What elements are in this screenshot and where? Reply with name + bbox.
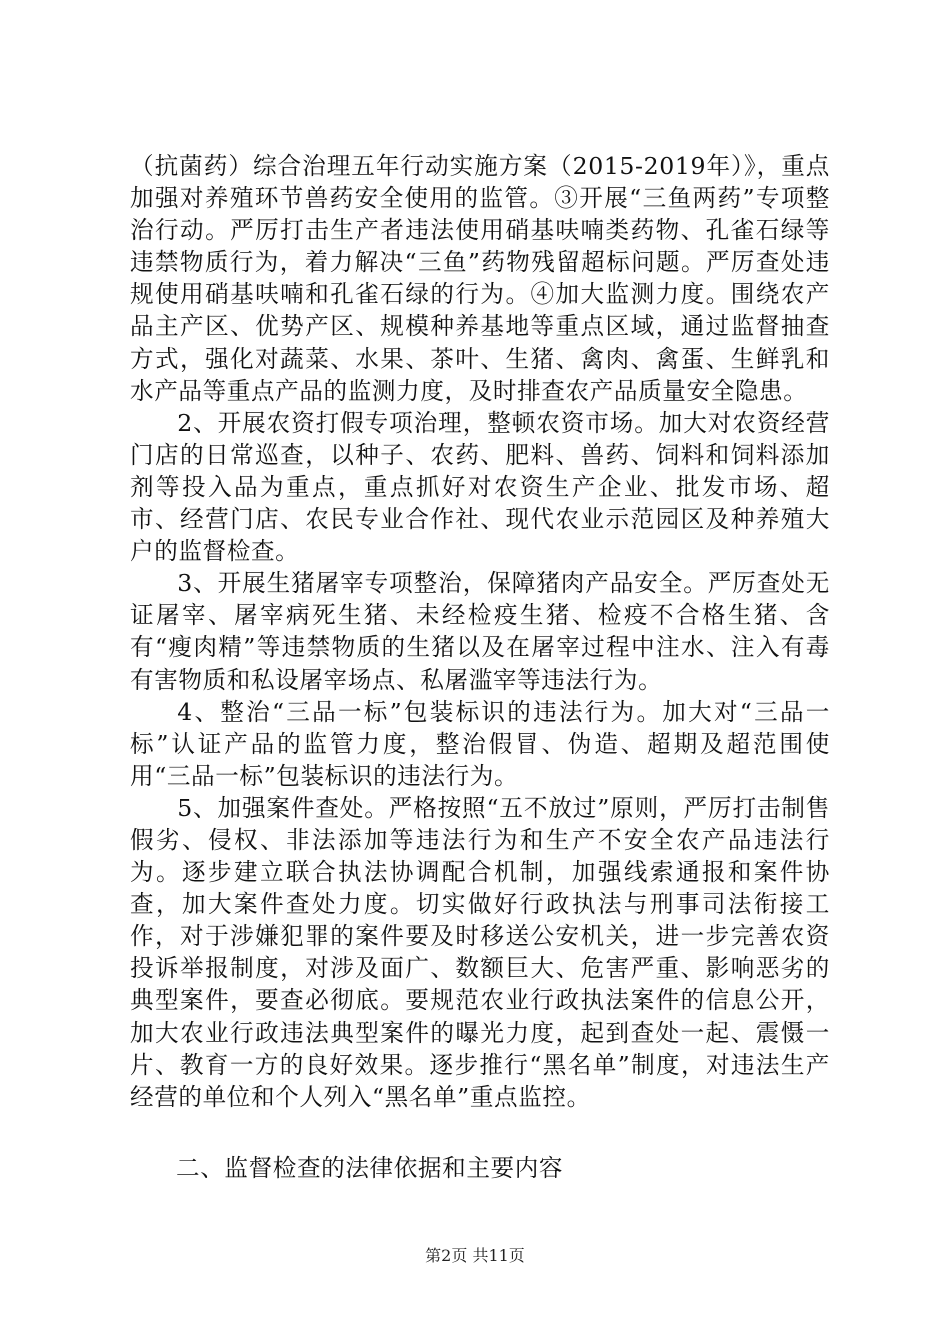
body-text xyxy=(130,150,830,1113)
paragraph-continuation: （抗菌药）综合治理五年行动实施方案（2015-2019年）》，重点加强对养殖环节兽药安全使用的监管。③开展“三鱼两药”专项整治行动。严厉打击生产者违法使用硝基呋喃类药物、孔雀石绿等违禁物质行为，着力解决“三鱼”药物残留超标问题。严厉查处违规使用硝基呋喃和孔雀石绿的行为。④加大监测力度。围绕农产品主产区、优势产区、规模种养基地等重点区域，通过监督抽查方式，强化对蔬菜、水果、茶叶、生猪、禽肉、禽蛋、生鲜乳和水产品等重点产品的监测力度，及时排查农产品质量安全隐患。 xyxy=(130,152,830,405)
paragraph-item-5: 5、加强案件查处。严格按照“五不放过”原则，严厉打击制售假劣、侵权、非法添加等违法行为和生产不安全农产品违法行为。逐步建立联合执法协调配合机制，加强线索通报和案件协查，加大案件查处力度。切实做好行政执法与刑事司法衔接工作，对于涉嫌犯罪的案件要及时移送公安机关，进一步完善农资投诉举报制度，对涉及面广、数额巨大、危害严重、影响恶劣的典型案件，要查必彻底。要规范农业行政执法案件的信息公开，加大农业行政违法典型案件的曝光力度，起到查处一起、震慑一片、教育一方的良好效果。逐步推行“黑名单”制度，对违法生产经营的单位和个人列入“黑名单”重点监控。 xyxy=(130,793,830,1111)
section-heading: 二、监督检查的法律依据和主要内容 xyxy=(176,1154,564,1182)
paragraph-item-2: 2、开展农资打假专项治理，整顿农资市场。加大对农资经营门店的日常巡查，以种子、农药、肥料、兽药、饲料和饲料添加剂等投入品为重点，重点抓好对农资生产企业、批发市场、超市、经营门店、农民专业合作社、现代农业示范园区及种养殖大户的监督检查。 xyxy=(130,408,830,566)
page-footer: 第2页 共11页 xyxy=(425,1246,525,1265)
paragraph-item-4: 4、整治“三品一标”包装标识的违法行为。加大对“三品一标”认证产品的监管力度，整治假冒、伪造、超期及超范围使用“三品一标”包装标识的违法行为。 xyxy=(130,697,830,790)
paragraph-item-3: 3、开展生猪屠宰专项整治，保障猪肉产品安全。严厉查处无证屠宰、屠宰病死生猪、未经检疫生猪、检疫不合格生猪、含有“瘦肉精”等违禁物质的生猪以及在屠宰过程中注水、注入有毒有害物质和私设屠宰场点、私屠滥宰等违法行为。 xyxy=(130,569,830,694)
